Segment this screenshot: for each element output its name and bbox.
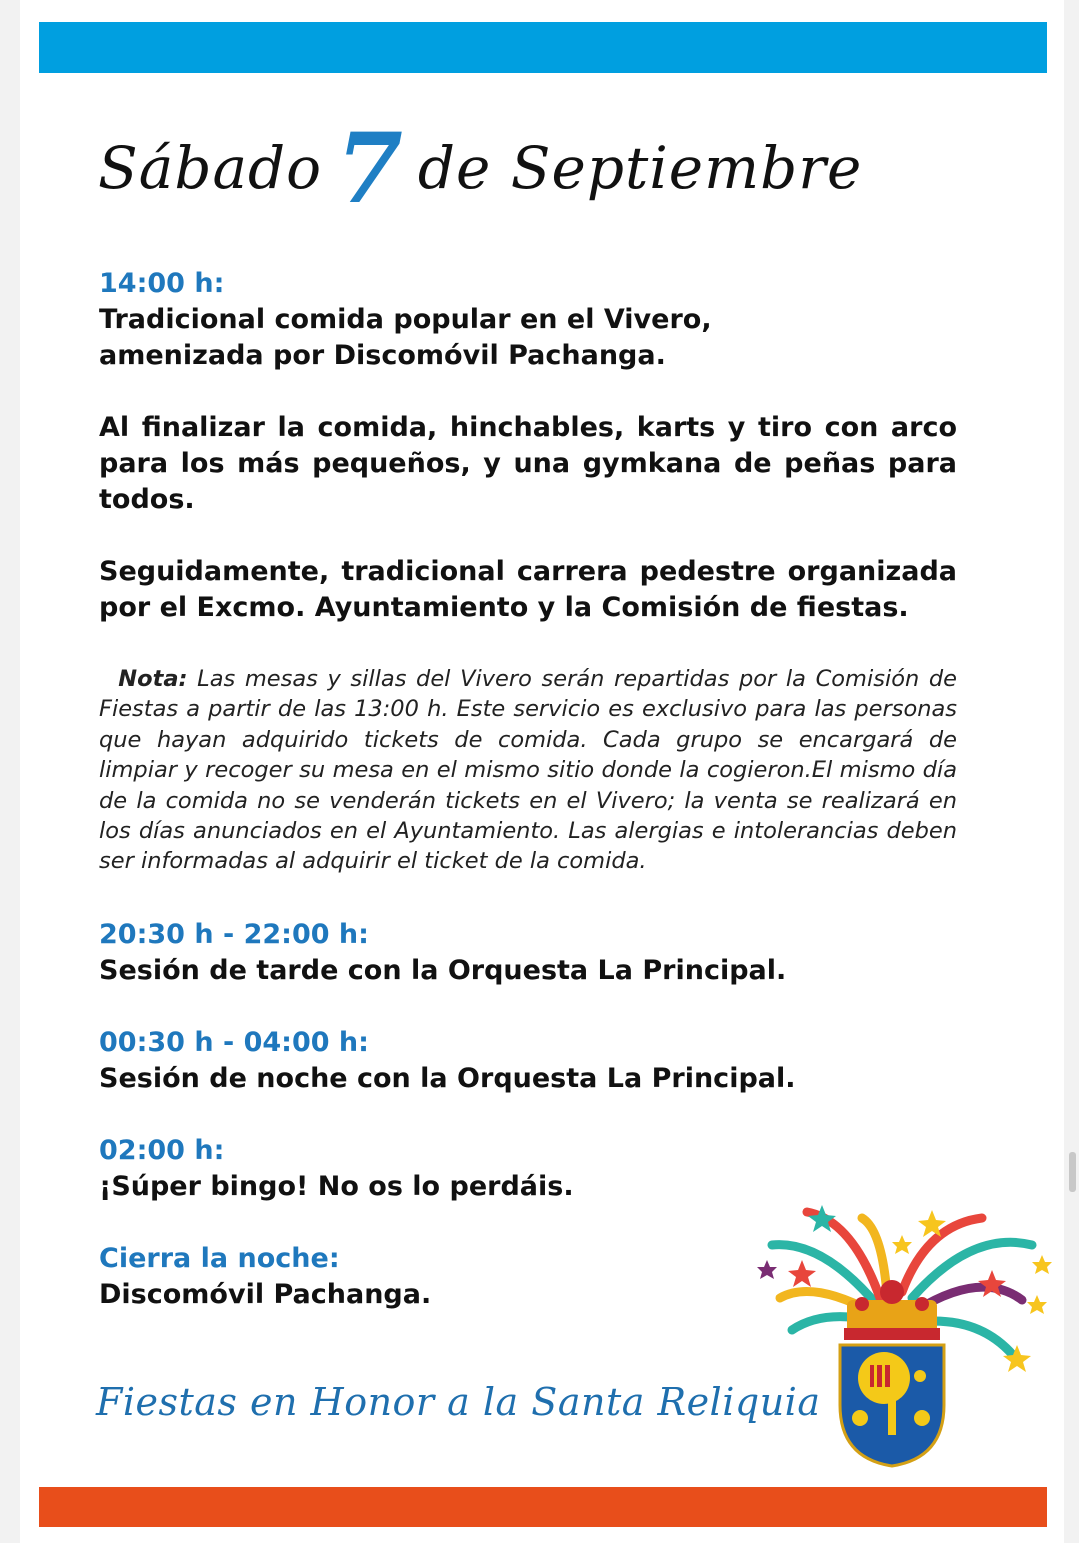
event-description: Seguidamente, tradicional carrera pedestre organizada por el Excmo. Ayuntamiento y la Comisión de fiestas. xyxy=(99,556,957,623)
event-time: 02:00 h: xyxy=(99,1134,225,1166)
note-text: Las mesas y sillas del Vivero serán repartidas por la Comisión de Fiestas a partir de las 13:00 h. Este servicio es exclusivo para las personas que hayan adquirido tickets de comida. Cada grupo se encargará de limpiar y recoger su mesa en el mismo sitio donde la cogieron.El mismo día de la comida no se venderán tickets en el Vivero; la venta se realizará en los días anunciados en el Ayuntamiento. Las alergias e intolerancias deben ser informadas al adquirir el ticket de la comida. xyxy=(99,666,957,875)
event-description: Discomóvil Pachanga. xyxy=(99,1278,432,1310)
event-description: Tradicional comida popular en el Vivero, amenizada por Discomóvil Pachanga. xyxy=(99,304,712,371)
event-time: 00:30 h - 04:00 h: xyxy=(99,1026,369,1058)
scrollbar-thumb[interactable] xyxy=(1069,1152,1076,1192)
event-description: Sesión de noche con la Orquesta La Principal. xyxy=(99,1062,796,1094)
bottom-color-bar xyxy=(39,1487,1047,1527)
top-color-bar xyxy=(39,22,1047,73)
page-title xyxy=(98,112,863,225)
event-time: 14:00 h: xyxy=(99,268,225,299)
event-description: Sesión de tarde con la Orquesta La Principal. xyxy=(99,954,787,986)
title-prefix: Sábado xyxy=(98,134,323,202)
schedule xyxy=(99,266,957,1313)
event-description: ¡Súper bingo! No os lo perdáis. xyxy=(99,1170,574,1202)
event-time: 20:30 h - 22:00 h: xyxy=(99,918,369,950)
event-time: Cierra la noche: xyxy=(99,1242,340,1274)
title-suffix: de Septiembre xyxy=(417,134,863,202)
note-label: Nota: xyxy=(118,666,188,692)
coat-of-arms-icon xyxy=(752,1200,1062,1470)
event-description: Al finalizar la comida, hinchables, karts y tiro con arco para los más pequeños, y una gymkana de peñas para todos. xyxy=(99,412,957,515)
title-day: 7 xyxy=(336,112,404,225)
note-paragraph xyxy=(99,664,957,877)
footer-tagline: Fiestas en Honor a la Santa Reliquia xyxy=(96,1380,821,1424)
